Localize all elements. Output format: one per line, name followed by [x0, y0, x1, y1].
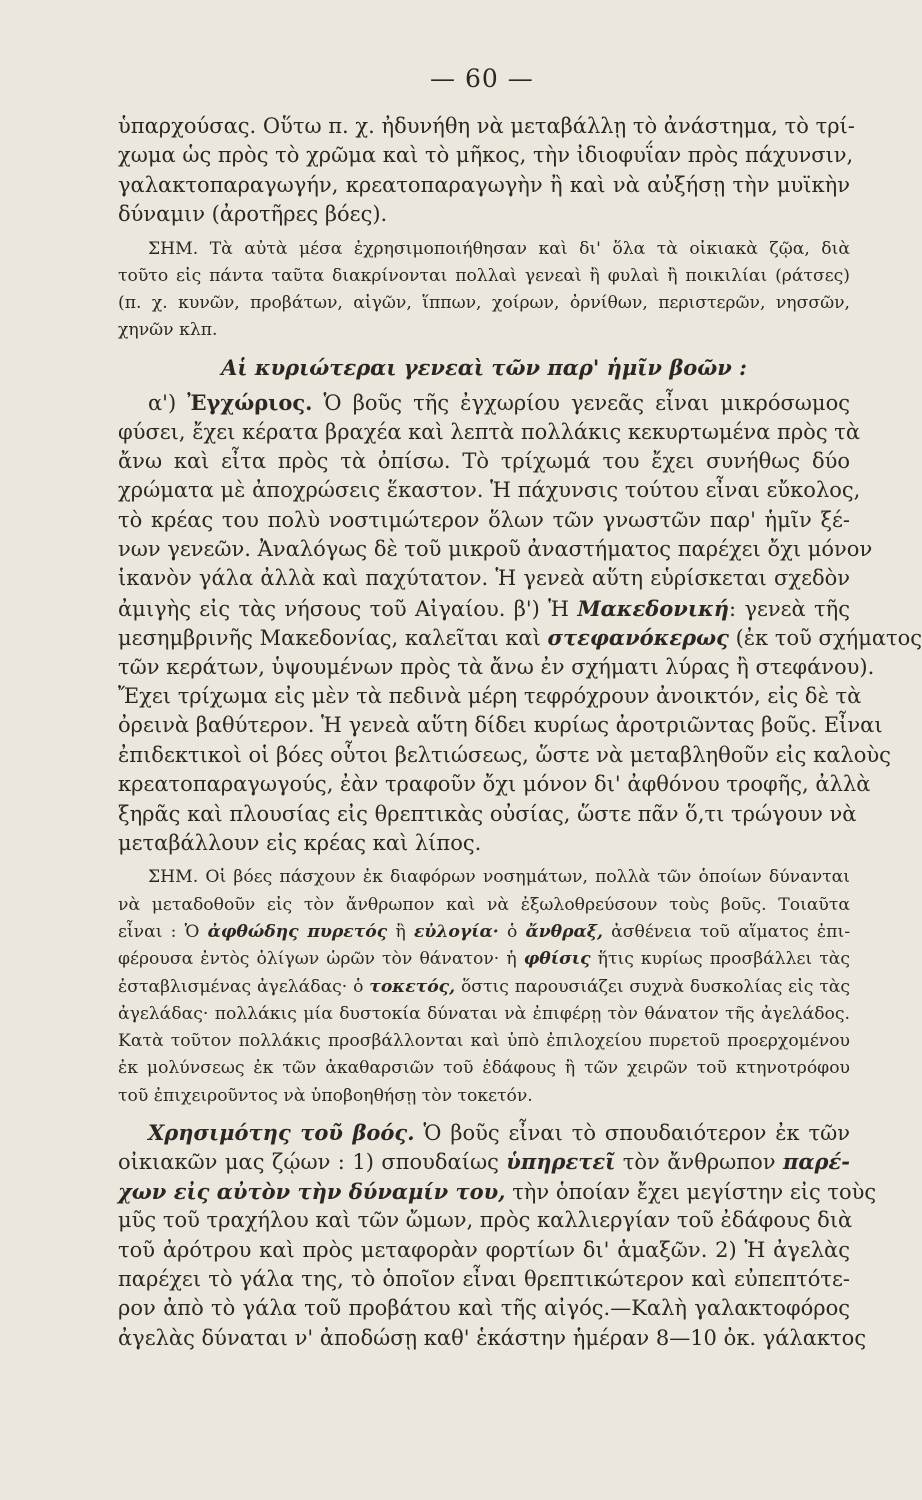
text-line: τῶν κεράτων, ὑψουμένων πρὸς τὰ ἄνω ἐν σχήματι λύρας ἢ στεφάνου).: [118, 654, 875, 679]
text-line: ὑπαρχούσας. Οὕτω π. χ. ἠδυνήθη νὰ μεταβάλλῃ τὸ ἀνάστημα, τὸ τρί-: [118, 114, 855, 138]
term-serves: ὑπηρετεῖ: [506, 1149, 616, 1175]
text-span: τὸν ἄνθρωπον: [622, 1150, 776, 1175]
text-span: Ὁ βοῦς τῆς ἐγχωρίου γενεᾶς εἶναι μικρόσωμος: [323, 391, 850, 416]
usefulness-paragraph: [118, 1118, 877, 1353]
text-span: οἰκιακῶν μας ζῴων : 1) σπουδαίως: [118, 1150, 499, 1175]
page-number: — 60 —: [430, 64, 534, 93]
text-line: [118, 946, 850, 973]
term-strength: χων εἰς αὐτὸν τὴν δύναμίν του,: [118, 1178, 506, 1204]
text-line: χηνῶν κλπ.: [118, 320, 218, 341]
text-line: ἀγελὰς δύναται ν' ἀποδώσῃ καθ' ἑκάστην ἡμέραν 8—10 ὀκ. γάλακτος: [118, 1325, 867, 1350]
text-span: Ὁ βοῦς εἶναι τὸ σπουδαιότερον ἐκ τῶν: [423, 1121, 850, 1146]
text-line: ἱκανὸν γάλα ἀλλὰ καὶ παχύτατον. Ἡ γενεὰ αὕτη εὑρίσκεται σχεδὸν: [118, 566, 850, 591]
term-provide: παρέ-: [783, 1149, 850, 1175]
text-line: Κατὰ τοῦτον πολλάκις προσβάλλονται καὶ ὑπὸ ἐπιλοχείου πυρετοῦ προερχομένου: [118, 1031, 850, 1052]
text-line: ἐπιδεκτικοὶ οἱ βόες οὗτοι βελτιώσεως, ὥστε νὰ μεταβληθοῦν εἰς καλοὺς: [118, 742, 891, 767]
breed-b-term: Μακεδονική: [577, 595, 730, 621]
text-line: τοῦ ἐπιχειροῦντος νὰ ὑποβοηθήσῃ τὸν τοκετόν.: [118, 1085, 533, 1106]
breed-b-alt-term: στεφανόκερως: [547, 625, 729, 651]
text-span: ὁ: [506, 921, 518, 942]
text-line: ἀγελάδας· πολλάκις μία δυστοκία δύναται νὰ ἐπιφέρῃ τὸν θάνατον τῆς ἀγελάδος.: [118, 1003, 850, 1024]
text-line: [118, 1147, 850, 1176]
text-line: κρεατοπαραγωγούς, ἐὰν τραφοῦν ὄχι μόνον δι' ἀφθόνου τροφῆς, ἀλλὰ: [118, 772, 871, 797]
term-anthrax: ἄνθραξ,: [525, 921, 603, 942]
text-line: (π. χ. κυνῶν, προβάτων, αἰγῶν, ἵππων, χοίρων, ὀρνίθων, περιστερῶν, νησσῶν,: [118, 293, 850, 314]
note-breeds: [118, 236, 850, 345]
text-span: ὅστις παρουσιάζει συχνὰ δυσκολίας εἰς τὰς: [460, 976, 850, 997]
text-line: Ἔχει τρίχωμα εἰς μὲν τὰ πεδινὰ μέρη τεφρόχρουν ἀνοικτόν, εἰς δὲ τὰ: [118, 684, 862, 709]
note-diseases: [118, 864, 850, 1110]
page-body: [118, 112, 922, 1353]
text-line: φύσει, ἔχει κέρατα βραχέα καὶ λεπτὰ πολλάκις κεκυρτωμένα πρὸς τὰ: [118, 419, 861, 444]
text-line: ΣΗΜ. Τὰ αὐτὰ μέσα ἐχρησιμοποιήθησαν καὶ δι' ὅλα τὰ οἰκιακὰ ζῷα, διὰ: [148, 238, 850, 259]
text-line: ἄνω καὶ εἶτα πρὸς τὰ ὀπίσω. Τὸ τρίχωμά του ἔχει συνήθως δύο: [118, 448, 850, 473]
text-line: μῦς τοῦ τραχήλου καὶ τῶν ὤμων, πρὸς καλλιεργίαν τοῦ ἐδάφους διὰ: [118, 1208, 853, 1233]
text-line: δύναμιν (ἀροτῆρες βόες).: [118, 202, 388, 227]
text-line: τοῦτο εἰς πάντα ταῦτα διακρίνονται πολλαὶ γενεαὶ ἢ φυλαὶ ἢ ποικιλίαι (ράτσες): [118, 265, 850, 286]
text-line: [118, 974, 850, 1001]
breeds-paragraph: [118, 388, 922, 858]
text-line: νὰ μεταδοθοῦν εἰς τὸν ἄνθρωπον καὶ νὰ ἐξωλοθρεύσουν τοὺς βοῦς. Τοιαῦτα: [118, 894, 850, 915]
text-span: ἐσταβλισμένας ἀγελάδας· ὁ: [118, 976, 364, 997]
text-span: : γενεὰ τῆς: [729, 596, 850, 621]
section-heading-usefulness: Χρησιμότης τοῦ βοός.: [148, 1120, 415, 1146]
term-toketos: τοκετός,: [369, 976, 456, 997]
text-line: [118, 594, 850, 623]
text-line: [118, 1177, 877, 1206]
text-line: ξηρᾶς καὶ πλουσίας εἰς θρεπτικὰς οὐσίας, ὥστε πᾶν ὅ,τι τρώγουν νὰ: [118, 801, 857, 826]
text-line: [118, 388, 850, 417]
text-line: παρέχει τὸ γάλα της, τὸ ὁποῖον εἶναι θρεπτικώτερον καὶ εὐπεπτότε-: [118, 1267, 850, 1292]
breed-a-label: α'): [148, 391, 177, 416]
text-line: τὸ κρέας του πολὺ νοστιμώτερον ὅλων τῶν γνωστῶν παρ' ἡμῖν ξέ-: [118, 507, 850, 532]
text-line: μεταβάλλουν εἰς κρέας καὶ λίπος.: [118, 831, 482, 855]
text-line: [118, 919, 850, 946]
text-span: μεσημβρινῆς Μακεδονίας, καλεῖται καὶ: [118, 626, 541, 651]
text-line: ρον ἀπὸ τὸ γάλα τοῦ προβάτου καὶ τῆς αἰγός.—Καλὴ γαλακτοφόρος: [118, 1296, 850, 1321]
text-line: [118, 1118, 850, 1147]
text-span: εἶναι : Ὁ: [118, 921, 200, 942]
text-line: τοῦ ἀρότρου καὶ πρὸς μεταφορὰν φορτίων δι' ἁμαξῶν. 2) Ἡ ἀγελὰς: [118, 1237, 850, 1262]
text-line: ΣΗΜ. Οἱ βόες πάσχουν ἐκ διαφόρων νοσημάτων, πολλὰ τῶν ὁποίων δύνανται: [148, 867, 850, 888]
term-phthisis: φθίσις: [523, 949, 591, 970]
term-aphthous-fever: ἀφθώδης πυρετός: [207, 921, 388, 942]
text-line: χωμα ὡς πρὸς τὸ χρῶμα καὶ τὸ μῆκος, τὴν ἰδιοφυΐαν πρὸς πάχυνσιν,: [118, 143, 854, 168]
text-line: ἐκ μολύνσεως ἐκ τῶν ἀκαθαρσιῶν τοῦ ἐδάφους ἢ τῶν χειρῶν τοῦ κτηνοτρόφου: [118, 1058, 850, 1079]
text-span: ἀσθένεια τοῦ αἵματος ἐπι-: [611, 921, 850, 942]
breed-a-term: Ἐγχώριος.: [187, 390, 313, 416]
text-span: ἥτις κυρίως προσβάλλει τὰς: [597, 949, 851, 970]
text-line: χρώματα μὲ ἀποχρώσεις ἕκαστον. Ἡ πάχυνσις τούτου εἶναι εὔκολος,: [118, 478, 861, 503]
text-span: ἢ: [395, 921, 406, 942]
text-span: φέρουσα ἐντὸς ὀλίγων ὡρῶν τὸν θάνατον· ἡ: [118, 949, 517, 970]
text-line: [118, 623, 922, 652]
term-evlogia: εὐλογία·: [413, 921, 499, 942]
text-line: γαλακτοπαραγωγήν, κρεατοπαραγωγὴν ἢ καὶ νὰ αὐξήσῃ τὴν μυϊκὴν: [118, 172, 850, 197]
text-span: (ἐκ τοῦ σχήματος: [735, 626, 922, 651]
text-line: ὀρεινὰ βαθύτερον. Ἡ γενεὰ αὕτη δίδει κυρίως ἀροτριῶντας βοῦς. Εἶναι: [118, 713, 883, 738]
text-span: τὴν ὁποίαν ἔχει μεγίστην εἰς τοὺς: [512, 1179, 877, 1204]
intro-paragraph: [118, 112, 855, 230]
text-span: ἀμιγὴς εἰς τὰς νήσους τοῦ Αἰγαίου. β') Ἡ: [118, 596, 570, 621]
text-line: νων γενεῶν. Ἀναλόγως δὲ τοῦ μικροῦ ἀναστήματος παρέχει ὄχι μόνον: [118, 537, 873, 562]
section-heading-breeds: Αἱ κυριώτεραι γενεαὶ τῶν παρ' ἡμῖν βοῶν :: [221, 354, 747, 380]
